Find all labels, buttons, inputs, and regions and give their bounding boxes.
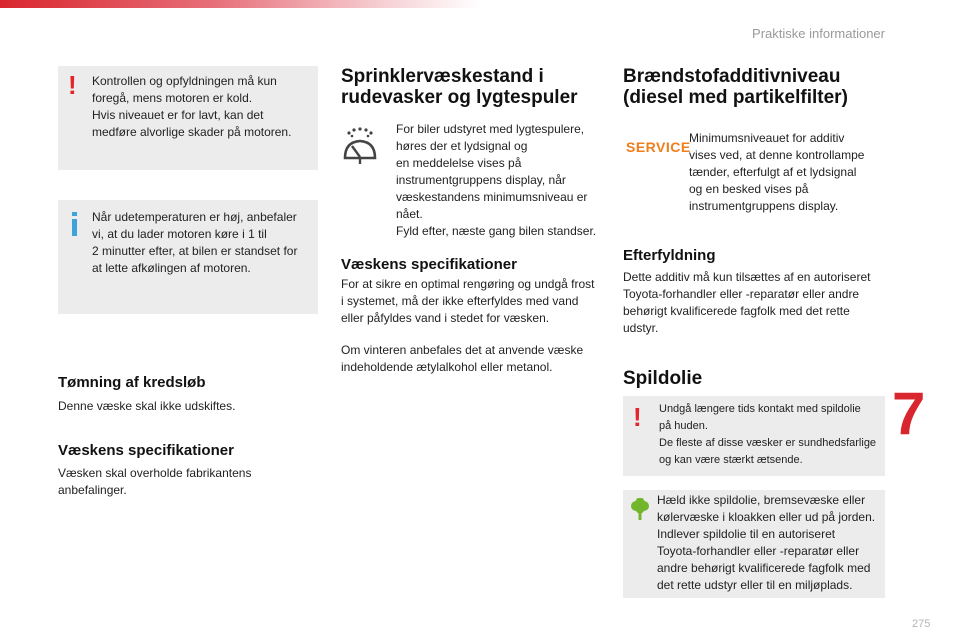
text-line: 2 minutter efter, at bilen er standset for xyxy=(92,244,298,258)
oil-warning-box xyxy=(623,396,885,476)
text-line: Kontrollen og opfyldningen må kun xyxy=(92,74,277,88)
text-line: Når udetemperaturen er høj, anbefaler xyxy=(92,210,297,224)
drain-text: Denne væske skal ikke udskiftes. xyxy=(58,399,236,413)
text-line: Hæld ikke spildolie, bremsevæske eller xyxy=(657,493,866,507)
text-line: instrumentgruppens display, når xyxy=(396,173,566,187)
text-line: høres der et lydsignal og xyxy=(396,139,528,153)
text-line: at lette afkølingen af motoren. xyxy=(92,261,251,275)
text-line: De fleste af disse væsker er sundhedsfarlige xyxy=(659,437,877,449)
text-line: Fyld efter, næste gang bilen standser. xyxy=(396,224,597,238)
info-box-text xyxy=(92,209,316,277)
eco-box xyxy=(623,490,885,598)
text-line: Toyota-forhandler eller -reparatør eller xyxy=(657,544,860,558)
washer-fluid-title xyxy=(341,66,578,108)
drain-heading: Tømning af kredsløb xyxy=(58,374,206,391)
text-line: vi, at du lader motoren køre i 1 til xyxy=(92,227,267,241)
text-line: Toyota-forhandler eller -reparatør eller andre xyxy=(623,287,860,301)
middle-spec-text xyxy=(341,276,611,327)
text-line: medføre alvorlige skader på motoren. xyxy=(92,125,292,139)
text-line: kølervæske i kloakken eller ud på jorden. xyxy=(657,510,876,524)
washer-intro-text xyxy=(396,121,611,240)
winter-text xyxy=(341,342,611,376)
warning-box xyxy=(58,66,318,170)
text-line: udstyr. xyxy=(623,321,659,335)
info-icon-glyph xyxy=(70,212,80,236)
text-line: Minimumsniveauet for additiv xyxy=(689,131,845,145)
text-line: foregå, mens motoren er kold. xyxy=(92,91,253,105)
warning-exclamation-icon: ! xyxy=(68,70,77,100)
left-spec-heading: Væskens specifikationer xyxy=(58,442,234,459)
text-line: og kan være stærkt ætsende. xyxy=(659,454,803,466)
middle-spec-heading: Væskens specifikationer xyxy=(341,256,517,273)
warning-box-text xyxy=(92,73,316,141)
text-line: andre behørigt kvalificerede fagfolk med xyxy=(657,561,871,575)
title-line: Sprinklervæskestand i xyxy=(341,66,544,87)
text-line: i systemet, må der ikke efterfyldes med vand xyxy=(341,294,579,308)
text-line: en meddelelse vises på xyxy=(396,156,522,170)
top-accent-bar xyxy=(0,0,480,8)
environment-tree-icon xyxy=(630,498,650,520)
eco-text xyxy=(657,492,883,594)
page-header-title: Praktiske informationer xyxy=(752,26,885,41)
text-line: behørigt kvalificerede fagfolk med det rette xyxy=(623,304,850,318)
text-line: For biler udstyret med lygtespulere, xyxy=(396,122,585,136)
text-line: tænder, efterfulgt af et lydsignal xyxy=(689,165,857,179)
text-line: Dette additiv må kun tilsættes af en autoriseret xyxy=(623,270,871,284)
text-line: Væsken skal overholde fabrikantens xyxy=(58,466,252,480)
text-line: Undgå længere tids kontakt med spildolie xyxy=(659,403,861,415)
text-line: instrumentgruppens display. xyxy=(689,199,839,213)
service-warning-icon: SERVICE xyxy=(626,139,691,155)
text-line: Hvis niveauet er for lavt, kan det xyxy=(92,108,264,122)
text-line: og en besked vises på xyxy=(689,182,809,196)
warning-exclamation-icon: ! xyxy=(633,402,642,432)
title-line: rudevasker og lygtespuler xyxy=(341,87,578,108)
title-line: (diesel med partikelfilter) xyxy=(623,87,848,108)
washer-fluid-warning-icon xyxy=(340,126,380,166)
fuel-additive-title xyxy=(623,66,848,108)
text-line: anbefalinger. xyxy=(58,483,127,497)
text-line: Indlever spildolie til en autoriseret xyxy=(657,527,836,541)
info-box xyxy=(58,200,318,314)
text-line: på huden. xyxy=(659,420,708,432)
service-text xyxy=(689,130,889,215)
oil-warning-text xyxy=(659,401,883,469)
text-line: nået. xyxy=(396,207,423,221)
refill-heading: Efterfyldning xyxy=(623,247,716,264)
text-line: indeholdende ætylalkohol eller metanol. xyxy=(341,360,553,374)
chapter-number: 7 xyxy=(892,380,926,447)
text-line: Om vinteren anbefales det at anvende væske xyxy=(341,343,584,357)
refill-text xyxy=(623,269,893,337)
page-number: 275 xyxy=(912,618,931,630)
text-line: det rette udstyr eller til en miljøplads. xyxy=(657,578,853,592)
waste-oil-heading: Spildolie xyxy=(623,368,703,389)
text-line: væskestandens minimumsniveau er xyxy=(396,190,588,204)
text-line: eller påfyldes vand i stedet for væsken. xyxy=(341,311,550,325)
text-line: For at sikre en optimal rengøring og undgå frost xyxy=(341,277,595,291)
info-icon xyxy=(70,212,80,240)
text-line: vises ved, at denne kontrollampe xyxy=(689,148,865,162)
left-spec-text xyxy=(58,465,251,499)
title-line: Brændstofadditivniveau xyxy=(623,66,841,87)
